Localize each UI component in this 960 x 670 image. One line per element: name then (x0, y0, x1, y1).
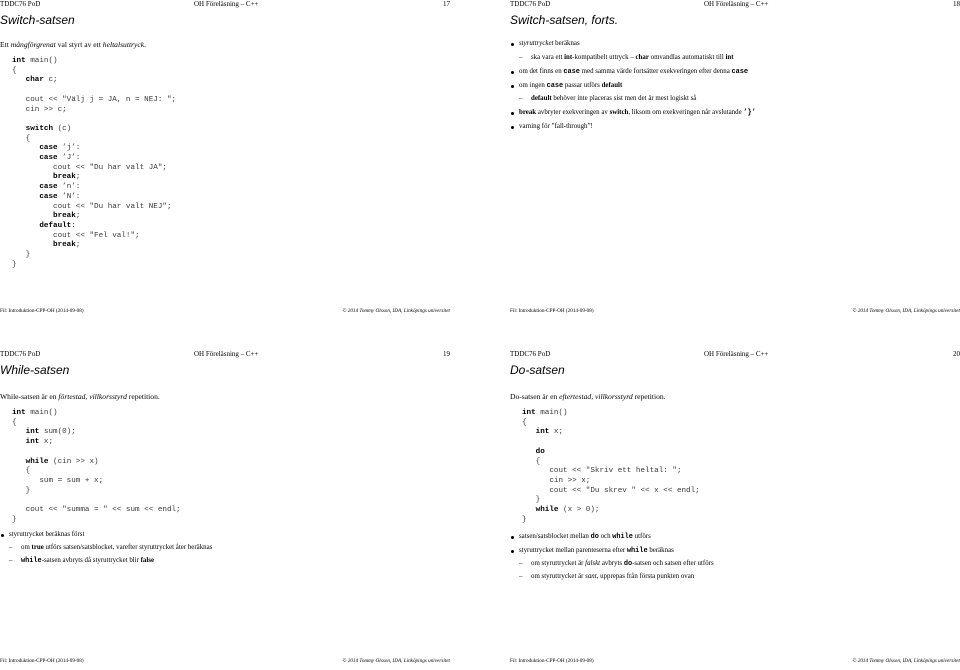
code-line: cout << "Du har valt NEJ"; (12, 202, 172, 211)
sub-item: – om styruttrycket är falskt avbryts do-satsen och satsen efter utförs (510, 559, 714, 569)
course-code: TDDC76 PoD (0, 350, 41, 358)
code-line: break; (53, 212, 81, 221)
code-line: int x; (535, 428, 564, 437)
slide-17 (0, 0, 450, 315)
slide-title: While-satsen (0, 363, 70, 377)
footer-file: Fil: Introduktion-CPP-OH (2014-09-08) (510, 308, 594, 314)
code-line: cout << "Välj j = JA, n = NEJ: "; (12, 95, 177, 104)
slide-18 (510, 0, 960, 315)
intro-text: While-satsen är en förtestad, villkorsstyrd repetition. (0, 392, 160, 401)
code-line: sum = sum + x; (12, 476, 104, 485)
slide-number: 18 (953, 0, 960, 8)
slide-number: 19 (443, 350, 450, 358)
code-line: cout << "Fel val!"; (12, 231, 140, 240)
code-line: default: (39, 221, 76, 230)
code-line: } (12, 251, 31, 260)
slide-title: Switch-satsen (0, 13, 75, 27)
footer-file: Fil: Introduktion-CPP-OH (2014-09-08) (0, 658, 84, 664)
code-line: char c; (25, 76, 58, 85)
slide-20 (510, 350, 960, 665)
code-line: cout << "summa = " << sum << endl; (12, 506, 181, 515)
bullet-list (0, 530, 212, 566)
course-code: TDDC76 PoD (0, 0, 41, 8)
lecture-name: OH Föreläsning – C++ (704, 0, 769, 8)
code-line: cout << "Du skrev " << x << endl; (522, 486, 700, 495)
code-line: int main() (12, 57, 58, 65)
slide-number: 20 (953, 350, 960, 358)
bullet-list (510, 39, 756, 132)
sub-item: – default behöver inte placeras sist men det är mest logiskt så (510, 94, 756, 104)
slide-title: Switch-satsen, forts. (510, 13, 619, 27)
bullet-item: break avbryter exekveringen av switch, liksom om exekveringen når avslutande ’}’ (510, 108, 756, 118)
slide-footer (510, 657, 960, 666)
bullet-item: om ingen case passar utförs default (510, 81, 756, 91)
code-line: { (522, 418, 527, 427)
code-line: { (12, 418, 17, 427)
code-line: case ’n’: (39, 183, 81, 192)
slide-number: 17 (443, 0, 450, 8)
code-line: switch (c) (25, 124, 72, 133)
code-line: { (12, 467, 31, 476)
lecture-name: OH Föreläsning – C++ (194, 350, 259, 358)
code-line: } (522, 515, 527, 524)
slide-19 (0, 350, 450, 665)
intro-text: Ett mångförgrenat val styrt av ett heltalsuttryck. (0, 40, 147, 49)
slide-footer (510, 307, 960, 316)
sub-item: – while-satsen avbryts då styruttrycket blir false (0, 556, 212, 566)
code-line: { (12, 66, 17, 75)
slide-header (510, 350, 960, 359)
bullet-item: satsen/satsblocket mellan do och while utförs (510, 532, 714, 542)
slide-footer (0, 657, 450, 666)
code-block (12, 57, 176, 270)
code-line: cin >> x; (522, 476, 591, 485)
footer-copyright: © 2014 Tommy Olsson, IDA, Linköpings universitet (852, 308, 960, 314)
intro-text: Do-satsen är en eftertestad, villkorsstyrd repetition. (510, 392, 666, 401)
slide-header (510, 0, 960, 9)
code-line: int sum(0); (25, 428, 76, 437)
slide-footer (0, 307, 450, 316)
sub-item: – ska vara ett int-kompatibelt uttryck – char omvandlas automatiskt till int (510, 53, 756, 63)
code-line: } (522, 496, 541, 505)
code-line: cin >> c; (12, 105, 67, 114)
footer-copyright: © 2014 Tommy Olsson, IDA, Linköpings universitet (342, 308, 450, 314)
code-line: break; (53, 241, 81, 250)
sub-item: – om true utförs satsen/satsblocket, varefter styruttrycket åter beräknas (0, 543, 212, 553)
course-code: TDDC76 PoD (510, 0, 551, 8)
code-block (522, 409, 700, 525)
footer-file: Fil: Introduktion-CPP-OH (2014-09-08) (0, 308, 84, 314)
code-line: { (12, 134, 31, 143)
code-line: } (12, 260, 17, 269)
code-line: case ’J’: (39, 154, 81, 163)
code-line: } (12, 486, 31, 495)
code-line: case ’j’: (39, 144, 81, 153)
bullet-list (510, 532, 714, 582)
code-line: cout << "Skriv ett heltal: "; (522, 467, 682, 476)
footer-file: Fil: Introduktion-CPP-OH (2014-09-08) (510, 658, 594, 664)
code-line: cout << "Du har valt JA"; (12, 163, 167, 172)
course-code: TDDC76 PoD (510, 350, 551, 358)
bullet-item: varning för ”fall-through”! (510, 122, 756, 132)
code-line: { (522, 457, 541, 466)
code-line: while (cin >> x) (25, 457, 99, 466)
code-line: int main() (522, 409, 568, 417)
footer-copyright: © 2014 Tommy Olsson, IDA, Linköpings universitet (852, 658, 960, 664)
slide-title: Do-satsen (510, 363, 565, 377)
code-line: while (x > 0); (535, 506, 600, 515)
bullet-item: styruttrycket beräknas först (0, 530, 212, 540)
code-line: do (535, 447, 545, 456)
code-line: } (12, 515, 17, 524)
code-block (12, 409, 181, 525)
bullet-item: styruttrycket mellan parenteserna efter while beräknas (510, 546, 714, 556)
code-line: int x; (25, 438, 54, 447)
lecture-name: OH Föreläsning – C++ (704, 350, 769, 358)
slide-header (0, 0, 450, 9)
footer-copyright: © 2014 Tommy Olsson, IDA, Linköpings universitet (342, 658, 450, 664)
code-line: case ’N’: (39, 192, 81, 201)
code-line: break; (53, 173, 81, 182)
bullet-item: styruttrycket beräknas (510, 39, 756, 49)
slide-header (0, 350, 450, 359)
code-line: int main() (12, 409, 58, 417)
sub-item: – om styruttrycket är sant, upprepas från första punkten ovan (510, 572, 714, 582)
lecture-name: OH Föreläsning – C++ (194, 0, 259, 8)
bullet-item: om det finns en case med samma värde fortsätter exekveringen efter denna case (510, 67, 756, 77)
